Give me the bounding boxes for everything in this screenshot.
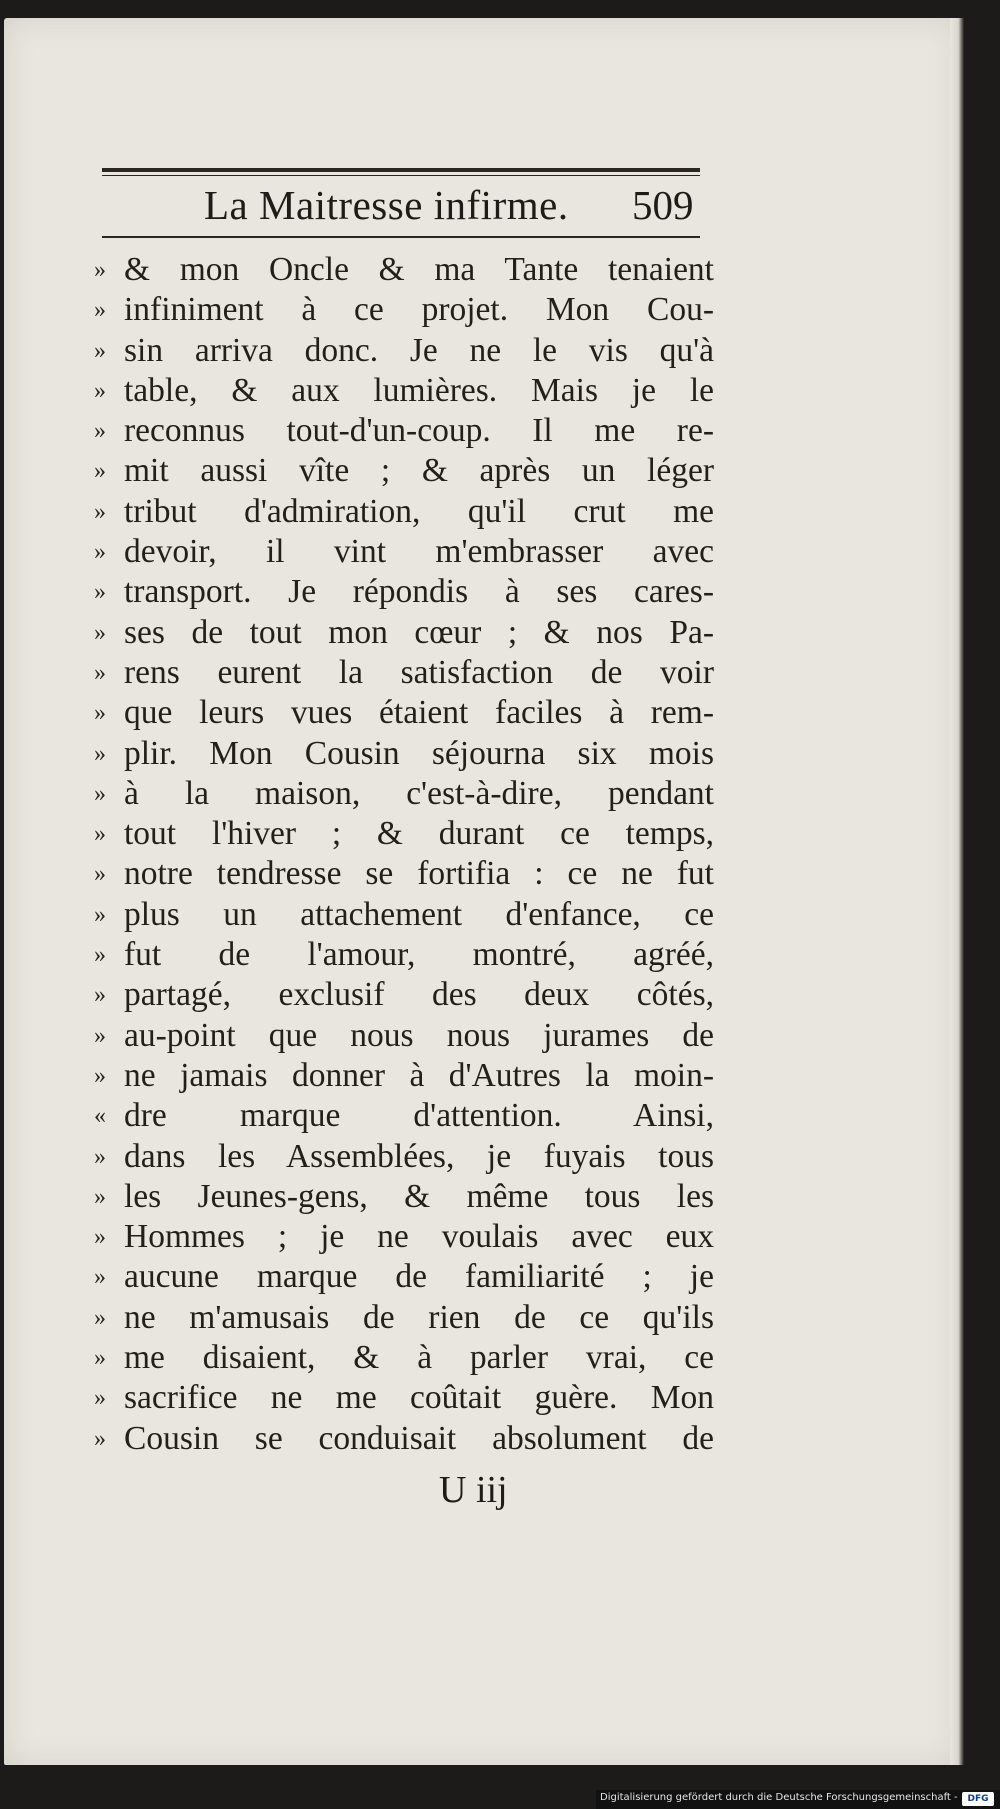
quote-mark: « xyxy=(94,1103,106,1130)
quote-mark: » xyxy=(94,579,106,606)
line-text: infiniment à ce projet. Mon Cou- xyxy=(124,291,714,329)
text-line xyxy=(94,532,714,572)
quote-mark: » xyxy=(94,780,106,807)
text-line xyxy=(94,1096,714,1136)
quote-mark: » xyxy=(94,498,106,525)
quote-mark: » xyxy=(94,337,106,364)
quote-mark: » xyxy=(94,458,106,485)
text-line xyxy=(94,451,714,491)
header-rule-top xyxy=(102,168,700,172)
line-text: à la maison, c'est-à-dire, pendant xyxy=(124,774,714,812)
line-text: fut de l'amour, montré, agréé, xyxy=(124,936,714,974)
running-head: La Maitresse infirme. xyxy=(204,182,569,228)
line-text: au-point que nous nous jurames de xyxy=(124,1016,714,1054)
header-rule-bottom xyxy=(102,236,700,238)
text-line xyxy=(94,250,714,290)
line-text: dre marque d'attention. Ainsi, xyxy=(124,1097,714,1135)
line-text: transport. Je répondis à ses cares- xyxy=(124,573,714,611)
text-line xyxy=(94,290,714,330)
text-line xyxy=(94,774,714,814)
quote-mark: » xyxy=(94,1183,106,1210)
text-line xyxy=(94,331,714,371)
line-text: dans les Assemblées, je fuyais tous xyxy=(124,1137,714,1175)
quote-mark: » xyxy=(94,901,106,928)
quote-mark: » xyxy=(94,942,106,969)
quote-mark: » xyxy=(94,1345,106,1372)
text-line xyxy=(94,1419,714,1459)
text-line xyxy=(94,411,714,451)
text-line xyxy=(94,693,714,733)
text-line xyxy=(94,1378,714,1418)
header-rule-top-thin xyxy=(102,175,700,176)
text-line xyxy=(94,814,714,854)
line-text: devoir, il vint m'embrasser avec xyxy=(124,533,714,571)
text-line xyxy=(94,935,714,975)
quote-mark: » xyxy=(94,1143,106,1170)
quote-mark: » xyxy=(94,377,106,404)
text-line xyxy=(94,1137,714,1177)
book-page xyxy=(4,18,958,1765)
line-text: plir. Mon Cousin séjourna six mois xyxy=(124,734,714,772)
line-text: ses de tout mon cœur ; & nos Pa- xyxy=(124,613,714,651)
text-line xyxy=(94,1338,714,1378)
page-number: 509 xyxy=(632,182,694,228)
quote-mark: » xyxy=(94,418,106,445)
text-line xyxy=(94,371,714,411)
text-line xyxy=(94,492,714,532)
line-text: ne m'amusais de rien de ce qu'ils xyxy=(124,1298,714,1336)
line-text: aucune marque de familiarité ; je xyxy=(124,1258,714,1296)
line-text: me disaient, & à parler vrai, ce xyxy=(124,1339,714,1377)
quote-mark: » xyxy=(94,1304,106,1331)
line-text: sin arriva donc. Je ne le vis qu'à xyxy=(124,331,714,369)
line-text: que leurs vues étaient faciles à rem- xyxy=(124,694,714,732)
quote-mark: » xyxy=(94,619,106,646)
text-line xyxy=(94,653,714,693)
line-text: ne jamais donner à d'Autres la moin- xyxy=(124,1056,714,1094)
text-line xyxy=(94,1257,714,1297)
line-text: partagé, exclusif des deux côtés, xyxy=(124,976,714,1014)
quote-mark: » xyxy=(94,982,106,1009)
quote-mark: » xyxy=(94,821,106,848)
dfg-logo-icon: DFG xyxy=(962,1792,994,1806)
text-line xyxy=(94,1177,714,1217)
text-line xyxy=(94,734,714,774)
quote-mark: » xyxy=(94,257,106,283)
text-line xyxy=(94,895,714,935)
quote-mark: » xyxy=(94,539,106,566)
quote-mark: » xyxy=(94,1062,106,1089)
line-text: notre tendresse se fortifia : ce ne fut xyxy=(124,855,714,893)
text-line xyxy=(94,1217,714,1257)
line-text: Cousin se conduisait absolument de xyxy=(124,1419,714,1457)
text-line xyxy=(94,1056,714,1096)
quote-mark: » xyxy=(94,1425,106,1452)
line-text: table, & aux lumières. Mais je le xyxy=(124,371,714,409)
text-line xyxy=(94,1016,714,1056)
quote-mark: » xyxy=(94,861,106,888)
line-text: mit aussi vîte ; & après un léger xyxy=(124,452,714,490)
text-line xyxy=(94,975,714,1015)
line-text: les Jeunes-gens, & même tous les xyxy=(124,1177,714,1215)
text-line xyxy=(94,572,714,612)
line-text: rens eurent la satisfaction de voir xyxy=(124,653,714,691)
line-text: reconnus tout-d'un-coup. Il me re- xyxy=(124,412,714,450)
text-line xyxy=(94,613,714,653)
quote-mark: » xyxy=(94,297,106,324)
quote-mark: » xyxy=(94,740,106,767)
quote-mark: » xyxy=(94,1385,106,1412)
quote-mark: » xyxy=(94,659,106,686)
line-text: tribut d'admiration, qu'il crut me xyxy=(124,492,714,530)
text-line xyxy=(94,1298,714,1338)
signature-mark: U iij xyxy=(439,1469,508,1511)
quote-mark: » xyxy=(94,1224,106,1251)
line-text: plus un attachement d'enfance, ce xyxy=(124,895,714,933)
line-text: & mon Oncle & ma Tante tenaient xyxy=(124,251,714,288)
digitization-credit-text: Digitalisierung gefördert durch die Deutsche Forschungsgemeinschaft - xyxy=(600,1792,958,1803)
line-text: sacrifice ne me coûtait guère. Mon xyxy=(124,1379,714,1417)
quote-mark: » xyxy=(94,1264,106,1291)
line-text: tout l'hiver ; & durant ce temps, xyxy=(124,815,714,853)
quote-mark: » xyxy=(94,1022,106,1049)
body-text xyxy=(94,250,714,1459)
line-text: Hommes ; je ne voulais avec eux xyxy=(124,1218,714,1256)
text-line xyxy=(94,854,714,894)
digitization-credit-banner xyxy=(596,1790,1000,1809)
quote-mark: » xyxy=(94,700,106,727)
